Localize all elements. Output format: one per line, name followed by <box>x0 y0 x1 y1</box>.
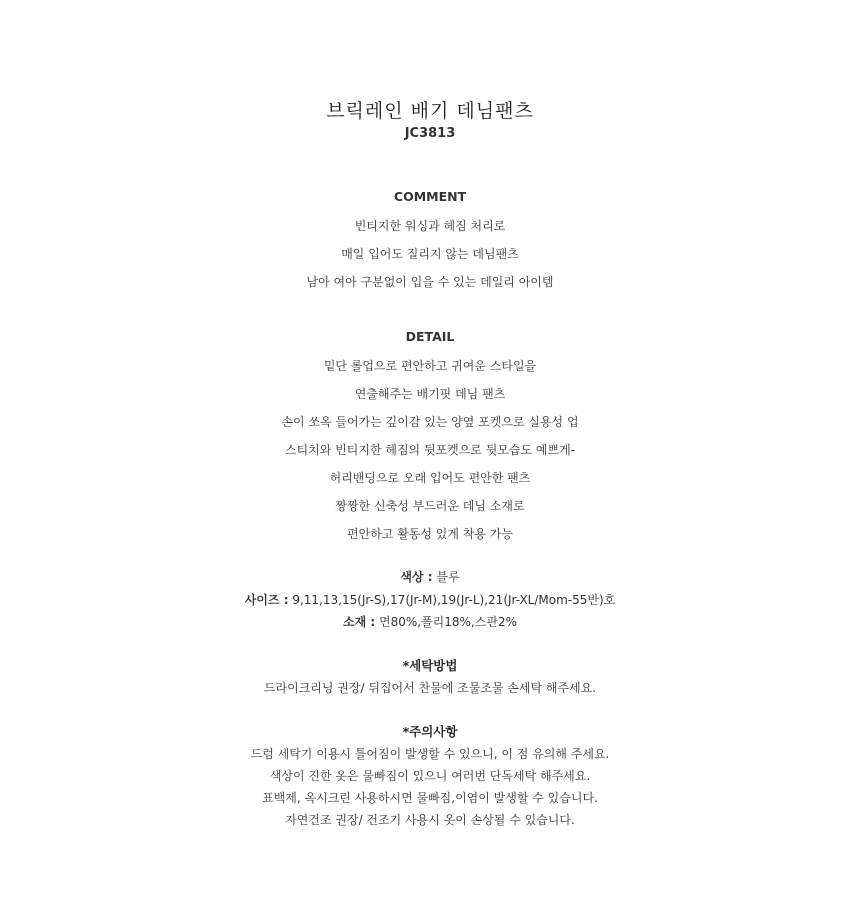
detail-line: 밑단 롤업으로 편안하고 귀여운 스타일을 <box>323 359 537 373</box>
caution-heading: *주의사항 <box>402 724 458 739</box>
spec-size <box>0 591 860 608</box>
product-title: 브릭레인 배기 데님팬츠 <box>326 100 534 122</box>
caution-line: 표백제, 옥시크린 사용하시면 물빠짐,이염이 발생할 수 있습니다. <box>262 791 598 805</box>
comment-line: 빈티지한 워싱과 헤짐 처리로 <box>354 219 506 233</box>
spec-material-value: 면80%,폴리18%,스판2% <box>379 615 517 629</box>
comment-line: 남아 여아 구분없이 입을 수 있는 데일리 아이템 <box>306 275 554 289</box>
comment-line: 매일 입어도 질리지 않는 데님팬츠 <box>341 247 519 261</box>
caution-line: 자연건조 권장/ 건조기 사용시 옷이 손상될 수 있습니다. <box>285 813 575 827</box>
spec-material-label: 소재 : <box>343 615 376 629</box>
detail-line: 짱짱한 신축성 부드러운 데님 소재로 <box>335 499 525 513</box>
product-code: JC3813 <box>404 126 456 141</box>
spec-size-label: 사이즈 : <box>244 593 289 607</box>
detail-heading: DETAIL <box>405 329 455 344</box>
detail-line: 연출해주는 배기핏 데님 팬츠 <box>354 387 506 401</box>
caution-line: 색상이 진한 옷은 물빠짐이 있으니 여러번 단독세탁 해주세요. <box>269 769 591 783</box>
comment-heading: COMMENT <box>393 189 467 204</box>
spec-material <box>0 613 860 630</box>
spec-color-label: 색상 : <box>400 570 433 584</box>
spec-size-value: 9,11,13,15(Jr-S),17(Jr-M),19(Jr-L),21(Jr-XL/Mom-55반)호 <box>292 593 616 607</box>
detail-line: 스티치와 빈티지한 헤짐의 뒷포켓으로 뒷모습도 예쁘게- <box>284 443 576 457</box>
caution-line: 드럼 세탁기 이용시 틀어짐이 발생할 수 있으니, 이 점 유의해 주세요. <box>250 747 610 761</box>
detail-line: 손이 쏘옥 들어가는 깊이감 있는 양옆 포켓으로 실용성 업 <box>281 415 579 429</box>
washing-line: 드라이크리닝 권장/ 뒤집어서 찬물에 조물조물 손세탁 해주세요. <box>263 681 597 695</box>
detail-line: 편안하고 활동성 있게 착용 가능 <box>347 527 513 541</box>
washing-heading: *세탁방법 <box>402 658 458 673</box>
detail-line: 허리밴딩으로 오래 입어도 편안한 팬츠 <box>329 471 531 485</box>
spec-color-value: 블루 <box>436 570 460 584</box>
spec-color <box>0 568 860 585</box>
